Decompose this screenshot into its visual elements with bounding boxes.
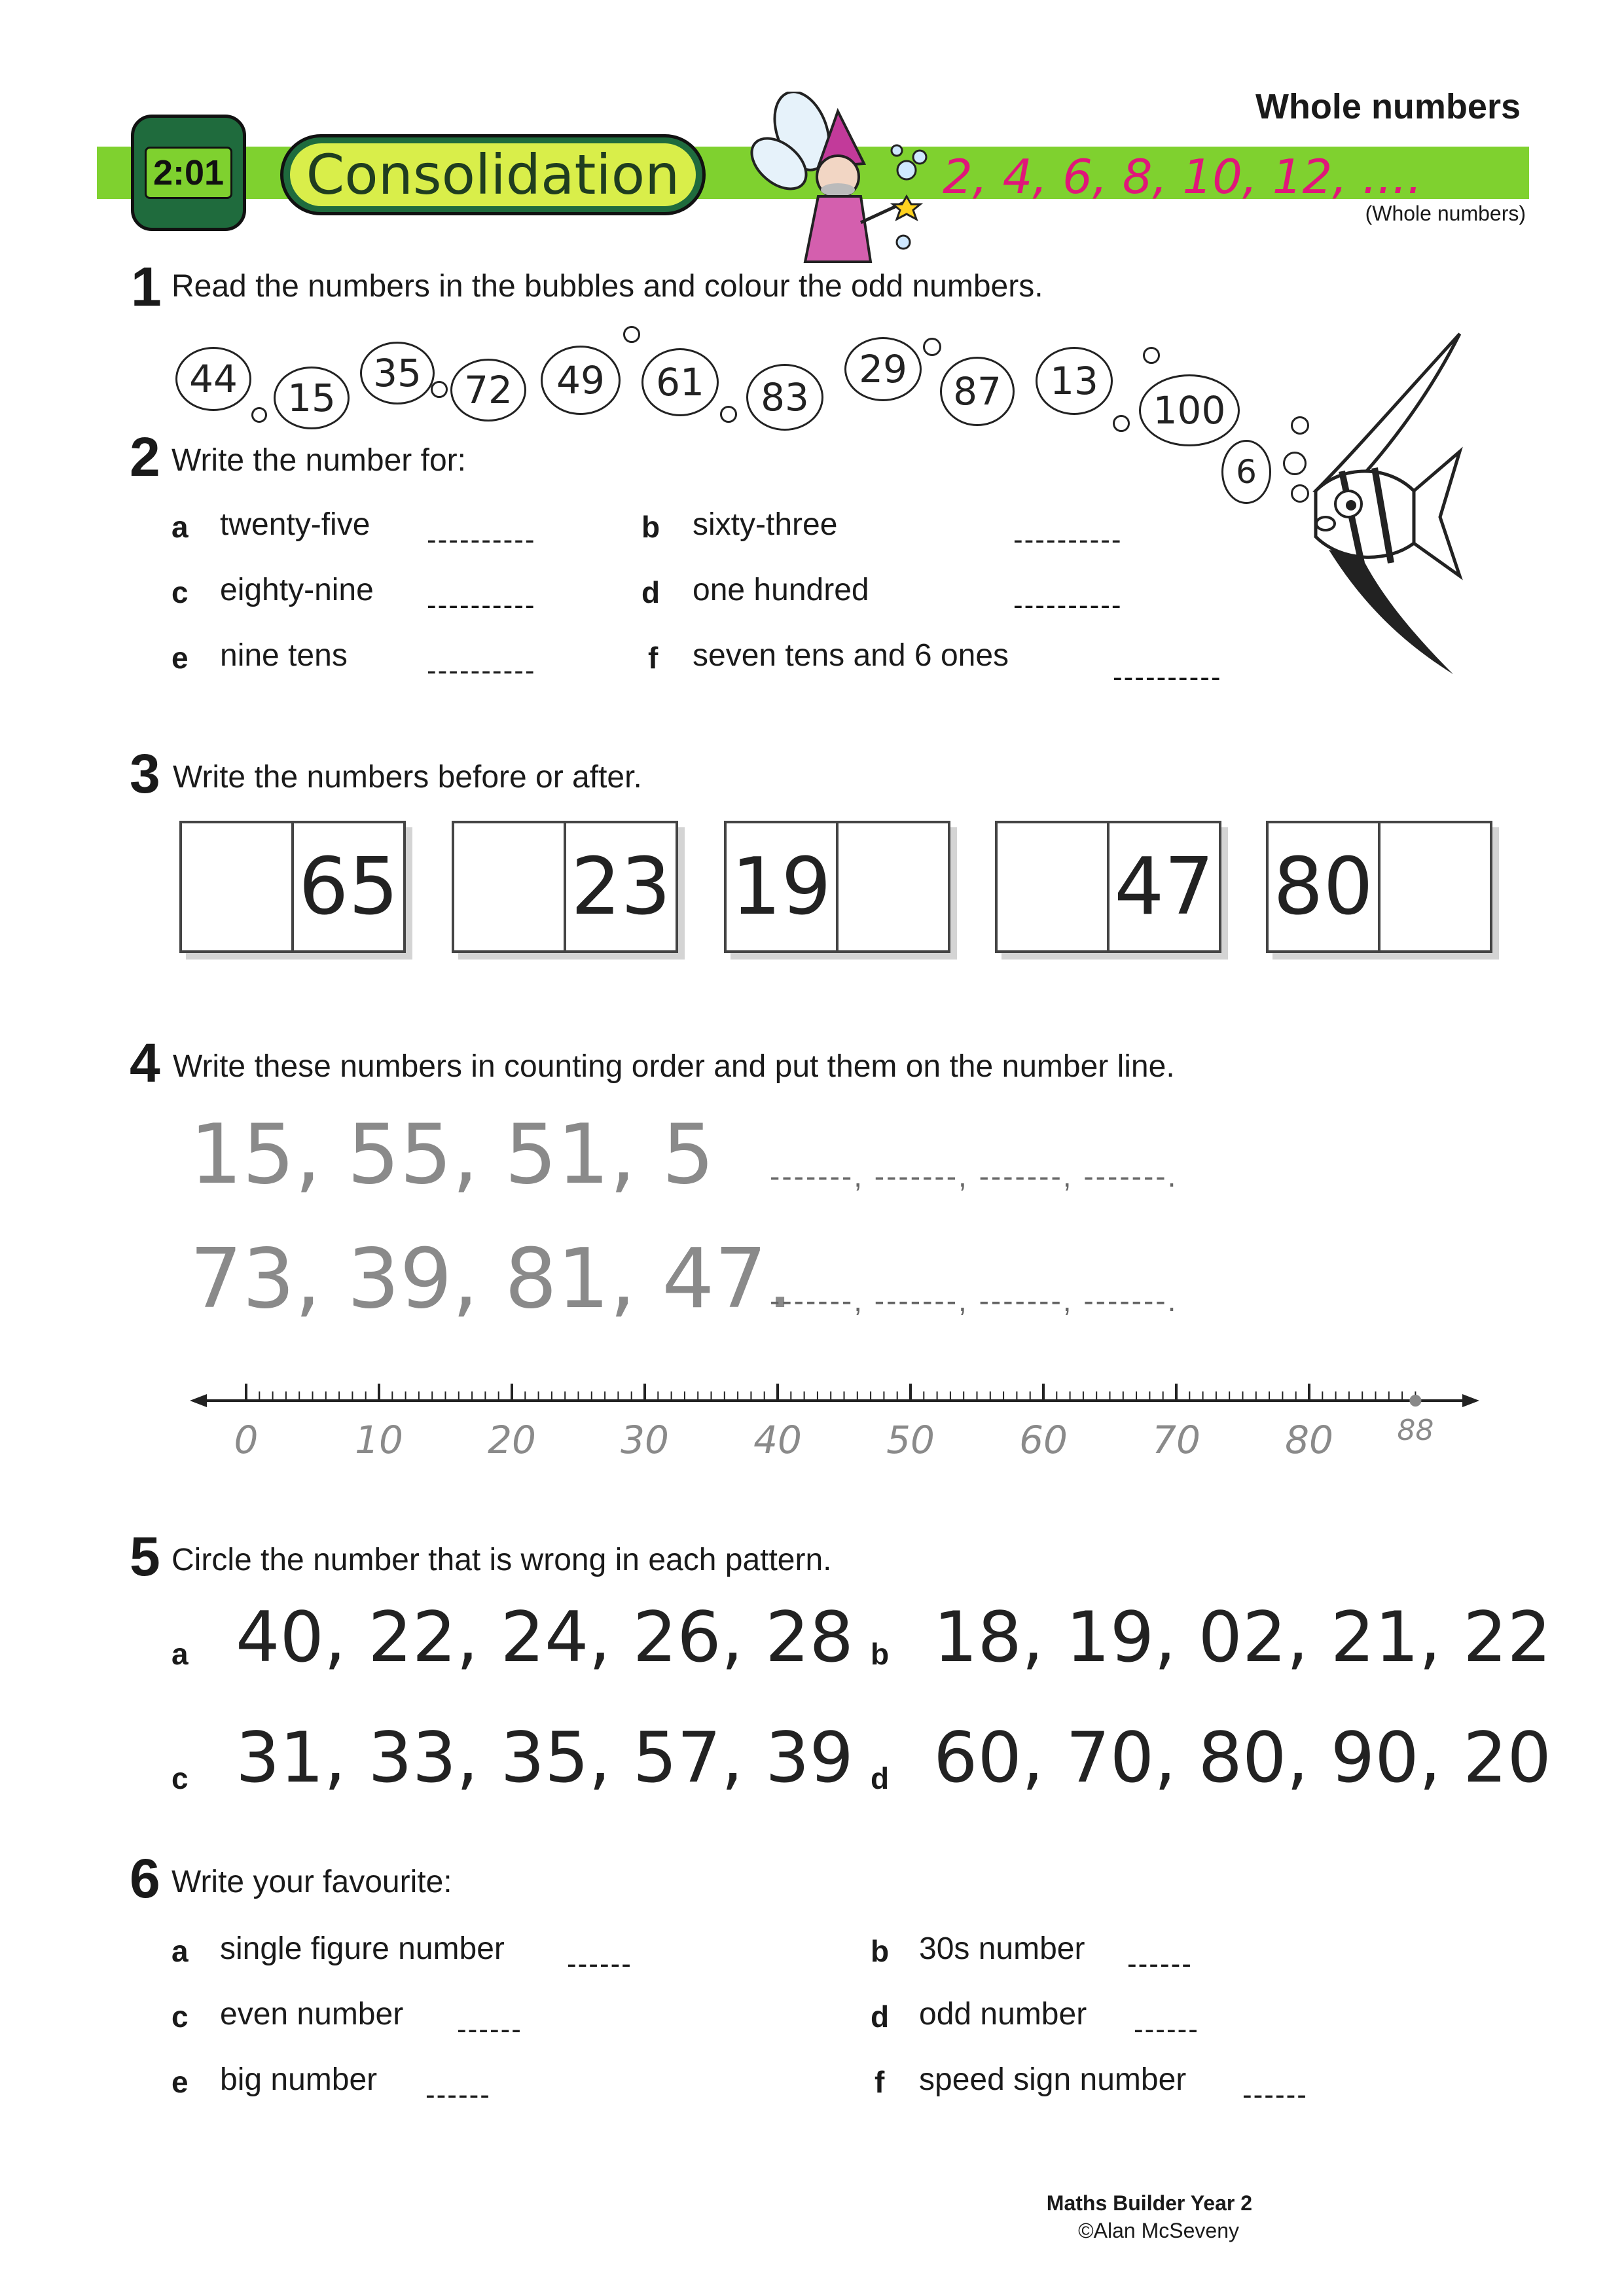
number-bubble[interactable]: 87 (940, 357, 1015, 426)
title-pill (280, 134, 706, 215)
answer-blank[interactable]: ------ (1134, 2013, 1199, 2045)
item-letter: a (171, 1637, 189, 1671)
unit-code: 2:01 (145, 147, 232, 199)
question-number-3: 3 (130, 743, 160, 804)
number-pattern[interactable]: 40, 22, 24, 26, 28 (236, 1597, 854, 1677)
answer-cell[interactable] (998, 823, 1107, 950)
answer-blank[interactable]: ---------- (427, 524, 536, 556)
answer-blank[interactable]: -------, -------, -------, -------. (770, 1159, 1178, 1193)
unit-code-badge (131, 115, 246, 231)
item-letter: a (171, 510, 189, 544)
question-text-6: Write your favourite: (171, 1865, 452, 1899)
tick-label: 30 (621, 1418, 669, 1462)
number-bubble[interactable]: 44 (175, 347, 251, 411)
number-bubble[interactable]: 61 (641, 348, 719, 416)
arrow-right-icon (1462, 1394, 1479, 1407)
question-text-2: Write the number for: (171, 443, 466, 478)
answer-blank[interactable]: ---------- (427, 589, 536, 621)
before-after-box (179, 821, 406, 953)
answer-blank[interactable]: ---------- (427, 655, 536, 687)
item-text: 30s number (919, 1931, 1085, 1966)
tick-label: 40 (753, 1418, 802, 1462)
number-bubble[interactable]: 6 (1221, 440, 1271, 504)
page-title: Consolidation (290, 143, 696, 206)
number-pattern[interactable]: 18, 19, 02, 21, 22 (933, 1597, 1551, 1677)
tick-label: 50 (886, 1418, 935, 1462)
item-letter: c (171, 575, 189, 609)
book-title: Maths Builder Year 2 (1046, 2191, 1252, 2215)
question-number-6: 6 (130, 1848, 160, 1909)
before-after-box (1266, 821, 1492, 953)
question-text-5: Circle the number that is wrong in each pattern. (171, 1543, 832, 1577)
topic-small: (Whole numbers) (1365, 202, 1526, 225)
pattern-heading: 2, 4, 6, 8, 10, 12, .... (943, 149, 1422, 204)
given-number: 47 (1107, 823, 1219, 950)
number-pattern[interactable]: 60, 70, 80, 90, 20 (933, 1717, 1551, 1798)
arrow-left-icon (190, 1394, 207, 1407)
tick-label: 80 (1285, 1418, 1333, 1462)
bubble-dot (623, 326, 640, 343)
bubble-dot (1113, 415, 1130, 432)
question-text-1: Read the numbers in the bubbles and colour the odd numbers. (171, 269, 1043, 304)
answer-blank[interactable]: ------ (567, 1948, 632, 1980)
answer-blank[interactable]: ------ (1127, 1948, 1193, 1980)
item-text: seven tens and 6 ones (693, 638, 1009, 673)
topic-heading: Whole numbers (1255, 87, 1521, 126)
item-letter: c (171, 2000, 189, 2034)
item-text: sixty-three (693, 507, 838, 542)
item-letter: e (171, 2065, 189, 2099)
given-number: 19 (731, 841, 831, 933)
before-after-box (452, 821, 678, 953)
item-letter: d (871, 2000, 890, 2034)
answer-blank[interactable]: ---------- (1113, 661, 1222, 693)
answer-cell[interactable] (182, 823, 291, 950)
item-letter: f (875, 2065, 885, 2099)
answer-blank[interactable]: ------ (1242, 2079, 1308, 2111)
question-number-2: 2 (130, 426, 160, 488)
number-bubble[interactable]: 83 (746, 364, 823, 431)
question-number-1: 1 (131, 256, 162, 317)
number-line[interactable] (190, 1374, 1479, 1473)
item-text: odd number (919, 1997, 1087, 2032)
item-letter: e (171, 641, 189, 675)
bubble-dot (923, 338, 941, 356)
tick-label: 20 (488, 1418, 536, 1462)
bubble-dot (251, 407, 267, 423)
item-text: single figure number (220, 1931, 505, 1966)
before-after-box (724, 821, 950, 953)
copyright: ©Alan McSeveny (1078, 2219, 1239, 2242)
answer-cell[interactable] (1378, 823, 1490, 950)
number-set-1: 15, 55, 51, 5 (190, 1106, 715, 1202)
item-text: speed sign number (919, 2062, 1187, 2097)
answer-blank[interactable]: ------ (425, 2079, 491, 2111)
tick-label: 0 (234, 1418, 259, 1462)
question-number-5: 5 (130, 1526, 160, 1587)
question-text-3: Write the numbers before or after. (173, 760, 642, 795)
item-text: nine tens (220, 638, 348, 673)
before-after-box (995, 821, 1221, 953)
item-text: twenty-five (220, 507, 370, 542)
number-bubble[interactable]: 72 (450, 359, 526, 422)
answer-blank[interactable]: ------ (457, 2013, 522, 2045)
answer-cell[interactable] (454, 823, 564, 950)
item-text: even number (220, 1997, 404, 2032)
number-bubble[interactable]: 13 (1036, 347, 1113, 415)
number-bubble[interactable]: 15 (274, 367, 350, 429)
fish-illustration (1303, 327, 1479, 681)
given-number: 80 (1273, 841, 1373, 933)
bubble-dot (720, 406, 737, 423)
item-letter: b (871, 1637, 890, 1671)
bubble-dot (1143, 347, 1160, 364)
item-letter: b (641, 510, 660, 544)
item-letter: d (641, 575, 660, 609)
answer-blank[interactable]: ---------- (1013, 524, 1123, 556)
answer-blank[interactable]: -------, -------, -------, -------. (770, 1283, 1178, 1318)
question-text-4: Write these numbers in counting order and put them on the number line. (173, 1049, 1175, 1084)
item-letter: a (171, 1934, 189, 1968)
number-bubble[interactable]: 35 (360, 342, 435, 404)
item-text: eighty-nine (220, 573, 374, 607)
bubble-dot (431, 381, 448, 398)
question-number-4: 4 (130, 1032, 160, 1094)
tick-label: 70 (1152, 1418, 1200, 1462)
given-number: 65 (291, 823, 403, 950)
number-pattern[interactable]: 31, 33, 35, 57, 39 (236, 1717, 854, 1798)
tick-label: 10 (355, 1418, 403, 1462)
tick-label: 60 (1019, 1418, 1068, 1462)
answer-cell[interactable] (836, 823, 948, 950)
answer-blank[interactable]: ---------- (1013, 589, 1123, 621)
given-number: 23 (564, 823, 676, 950)
marked-point (1409, 1395, 1421, 1407)
marked-point-label: 88 (1397, 1414, 1434, 1447)
item-text: one hundred (693, 573, 869, 607)
item-letter: d (871, 1761, 890, 1795)
number-bubble[interactable]: 100 (1139, 374, 1240, 446)
number-bubble[interactable]: 29 (844, 337, 922, 401)
fairy-illustration (740, 92, 929, 281)
item-letter: b (871, 1934, 890, 1968)
number-bubble[interactable]: 49 (541, 346, 621, 415)
item-letter: f (648, 641, 659, 675)
item-letter: c (171, 1761, 189, 1795)
number-set-2: 73, 39, 81, 47. (190, 1230, 793, 1327)
item-text: big number (220, 2062, 378, 2097)
